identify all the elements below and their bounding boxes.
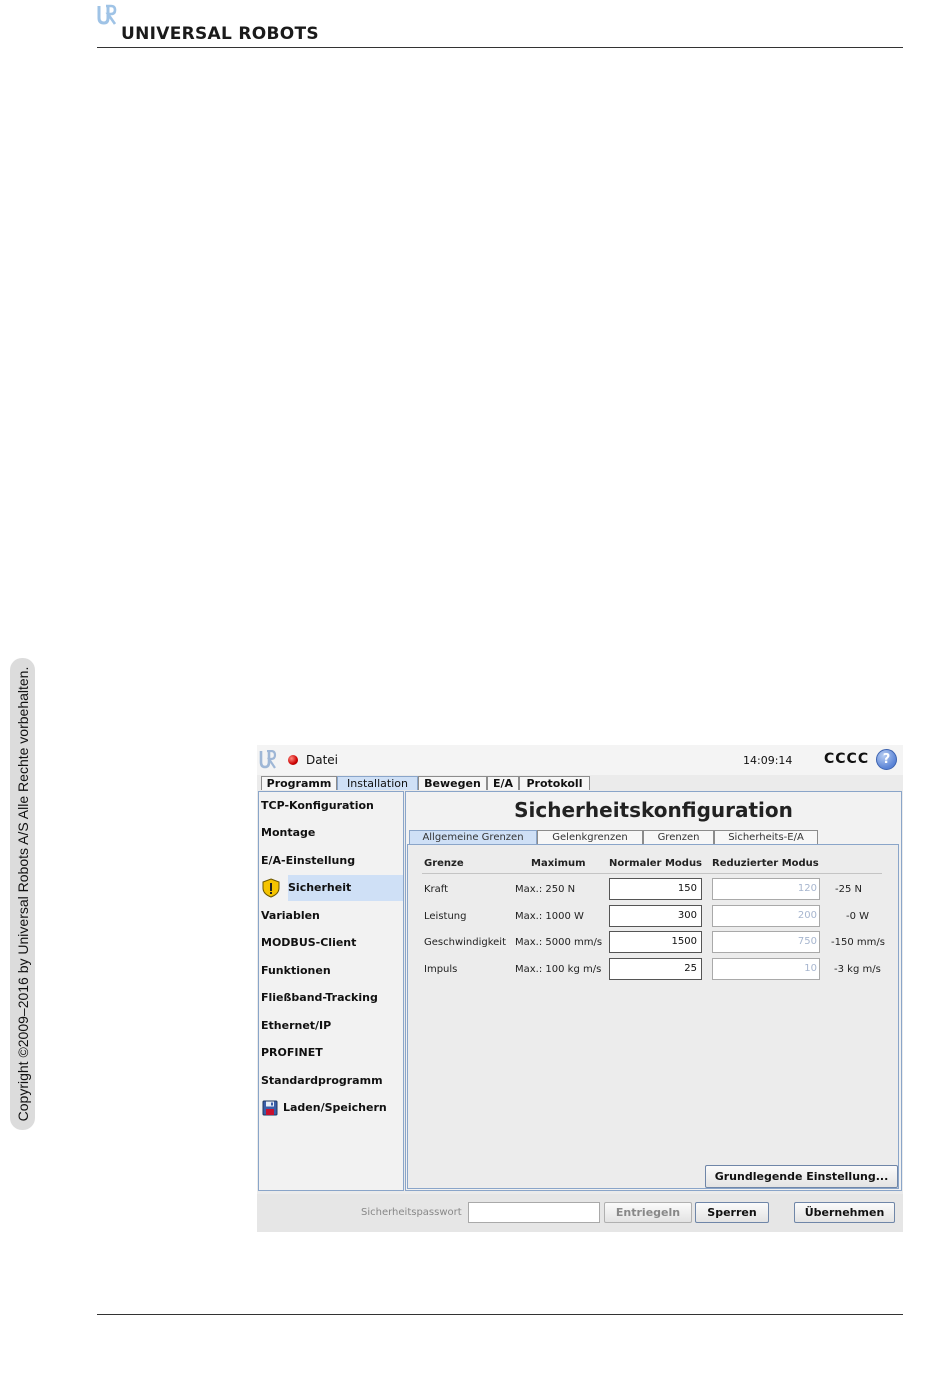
basic-settings-button[interactable]: Grundlegende Einstellung...: [705, 1165, 898, 1188]
nav-item-sicherheit[interactable]: [261, 875, 403, 901]
nav-item-tcp-konfiguration[interactable]: [261, 793, 403, 819]
robot-status-icon: [288, 755, 298, 765]
nav-item-label: Fließband-Tracking: [261, 991, 378, 1004]
nav-item-modbus-client[interactable]: [261, 930, 403, 956]
unlock-button[interactable]: Entriegeln: [604, 1202, 692, 1223]
column-header-reduced: Reduzierter Modus: [712, 858, 819, 869]
general-limits-content: [407, 844, 899, 1189]
tab-bewegen[interactable]: Bewegen: [418, 776, 487, 790]
nav-item-variablen[interactable]: [261, 903, 403, 929]
limit-name: Impuls: [424, 964, 458, 975]
limit-delta: -0 W: [846, 911, 870, 922]
nav-item-ethernet-ip[interactable]: [261, 1013, 403, 1039]
header-rule: [97, 47, 903, 48]
nav-item-label: TCP-Konfiguration: [261, 799, 374, 812]
polyscope-screenshot: [257, 745, 903, 1232]
nav-item-label: E/A-Einstellung: [261, 854, 356, 867]
clock: 14:09:14: [743, 754, 793, 767]
ur-logo-icon: [97, 4, 117, 26]
safety-password-input[interactable]: [468, 1202, 600, 1223]
footer-rule: [97, 1314, 903, 1315]
installation-nav: [258, 791, 404, 1191]
nav-item-fliessband-tracking[interactable]: [261, 985, 403, 1011]
copyright-text: Copyright ©2009–2016 by Universal Robots A/S Alle Rechte vorbehalten.: [14, 666, 31, 1122]
robot-name: CCCC: [824, 751, 870, 767]
brand-name: UNIVERSAL ROBOTS: [121, 24, 319, 44]
subtab-allgemeine-grenzen[interactable]: Allgemeine Grenzen: [409, 830, 537, 844]
tab-protokoll[interactable]: Protokoll: [519, 776, 590, 790]
nav-item-standardprogramm[interactable]: [261, 1068, 403, 1094]
power-normal-input[interactable]: 300: [609, 905, 702, 927]
document-header: [97, 4, 903, 48]
nav-item-profinet[interactable]: [261, 1040, 403, 1066]
copyright-tab: [10, 658, 35, 1130]
nav-item-label: PROFINET: [261, 1046, 323, 1059]
power-reduced-input[interactable]: 200: [712, 905, 820, 927]
limit-name: Geschwindigkeit: [424, 937, 507, 948]
subtab-sicherheits-ea[interactable]: Sicherheits-E/A: [714, 830, 818, 844]
limit-delta: -150 mm/s: [831, 937, 885, 948]
page-title: Sicherheitskonfiguration: [514, 798, 793, 822]
column-header-maximum: Maximum: [531, 858, 586, 869]
header-divider: [422, 873, 882, 874]
speed-reduced-input[interactable]: 750: [712, 931, 820, 953]
force-normal-input[interactable]: 150: [609, 878, 702, 900]
nav-item-funktionen[interactable]: [261, 958, 403, 984]
limit-delta: -3 kg m/s: [834, 964, 881, 975]
main-tabs: [257, 775, 903, 791]
nav-item-ea-einstellung[interactable]: [261, 848, 403, 874]
limit-delta: -25 N: [835, 884, 862, 895]
subtab-gelenkgrenzen[interactable]: Gelenkgrenzen: [537, 830, 643, 844]
nav-item-laden-speichern[interactable]: [261, 1095, 403, 1121]
subtab-grenzen[interactable]: Grenzen: [643, 830, 714, 844]
nav-item-label: MODBUS-Client: [261, 936, 357, 949]
safety-password-label: Sicherheitspasswort: [361, 1207, 462, 1218]
tab-programm[interactable]: Programm: [261, 776, 337, 790]
limit-max: Max.: 250 N: [515, 884, 576, 895]
nav-item-label: Ethernet/IP: [261, 1019, 332, 1032]
column-header-normal: Normaler Modus: [609, 858, 703, 869]
nav-item-label: Montage: [261, 826, 316, 839]
top-bar: [257, 745, 903, 775]
tab-ea[interactable]: E/A: [487, 776, 519, 790]
save-icon: [262, 1100, 278, 1116]
nav-item-label: Variablen: [261, 909, 320, 922]
limit-name: Kraft: [424, 884, 449, 895]
file-menu[interactable]: Datei: [306, 753, 339, 767]
limit-name: Leistung: [424, 911, 467, 922]
help-icon[interactable]: ?: [876, 749, 897, 770]
column-header-grenze: Grenze: [424, 858, 464, 869]
limit-max: Max.: 1000 W: [515, 911, 584, 922]
nav-item-montage[interactable]: [261, 820, 403, 846]
warning-icon: [261, 878, 281, 898]
safety-subtabs: [406, 828, 901, 844]
lock-button[interactable]: Sperren: [695, 1202, 769, 1223]
ur-logo-icon: [259, 750, 277, 769]
limit-max: Max.: 100 kg m/s: [515, 964, 602, 975]
force-reduced-input[interactable]: 120: [712, 878, 820, 900]
nav-item-label: Sicherheit: [288, 881, 352, 894]
speed-normal-input[interactable]: 1500: [609, 931, 702, 953]
apply-button[interactable]: Übernehmen: [794, 1202, 895, 1223]
momentum-normal-input[interactable]: 25: [609, 958, 702, 980]
momentum-reduced-input[interactable]: 10: [712, 958, 820, 980]
bottom-bar: [257, 1194, 903, 1232]
tab-installation[interactable]: Installation: [337, 776, 418, 790]
nav-item-label: Funktionen: [261, 964, 331, 977]
nav-item-label: Standardprogramm: [261, 1074, 383, 1087]
nav-item-label: Laden/Speichern: [283, 1101, 387, 1114]
safety-config-panel: [405, 791, 902, 1191]
limit-max: Max.: 5000 mm/s: [515, 937, 603, 948]
